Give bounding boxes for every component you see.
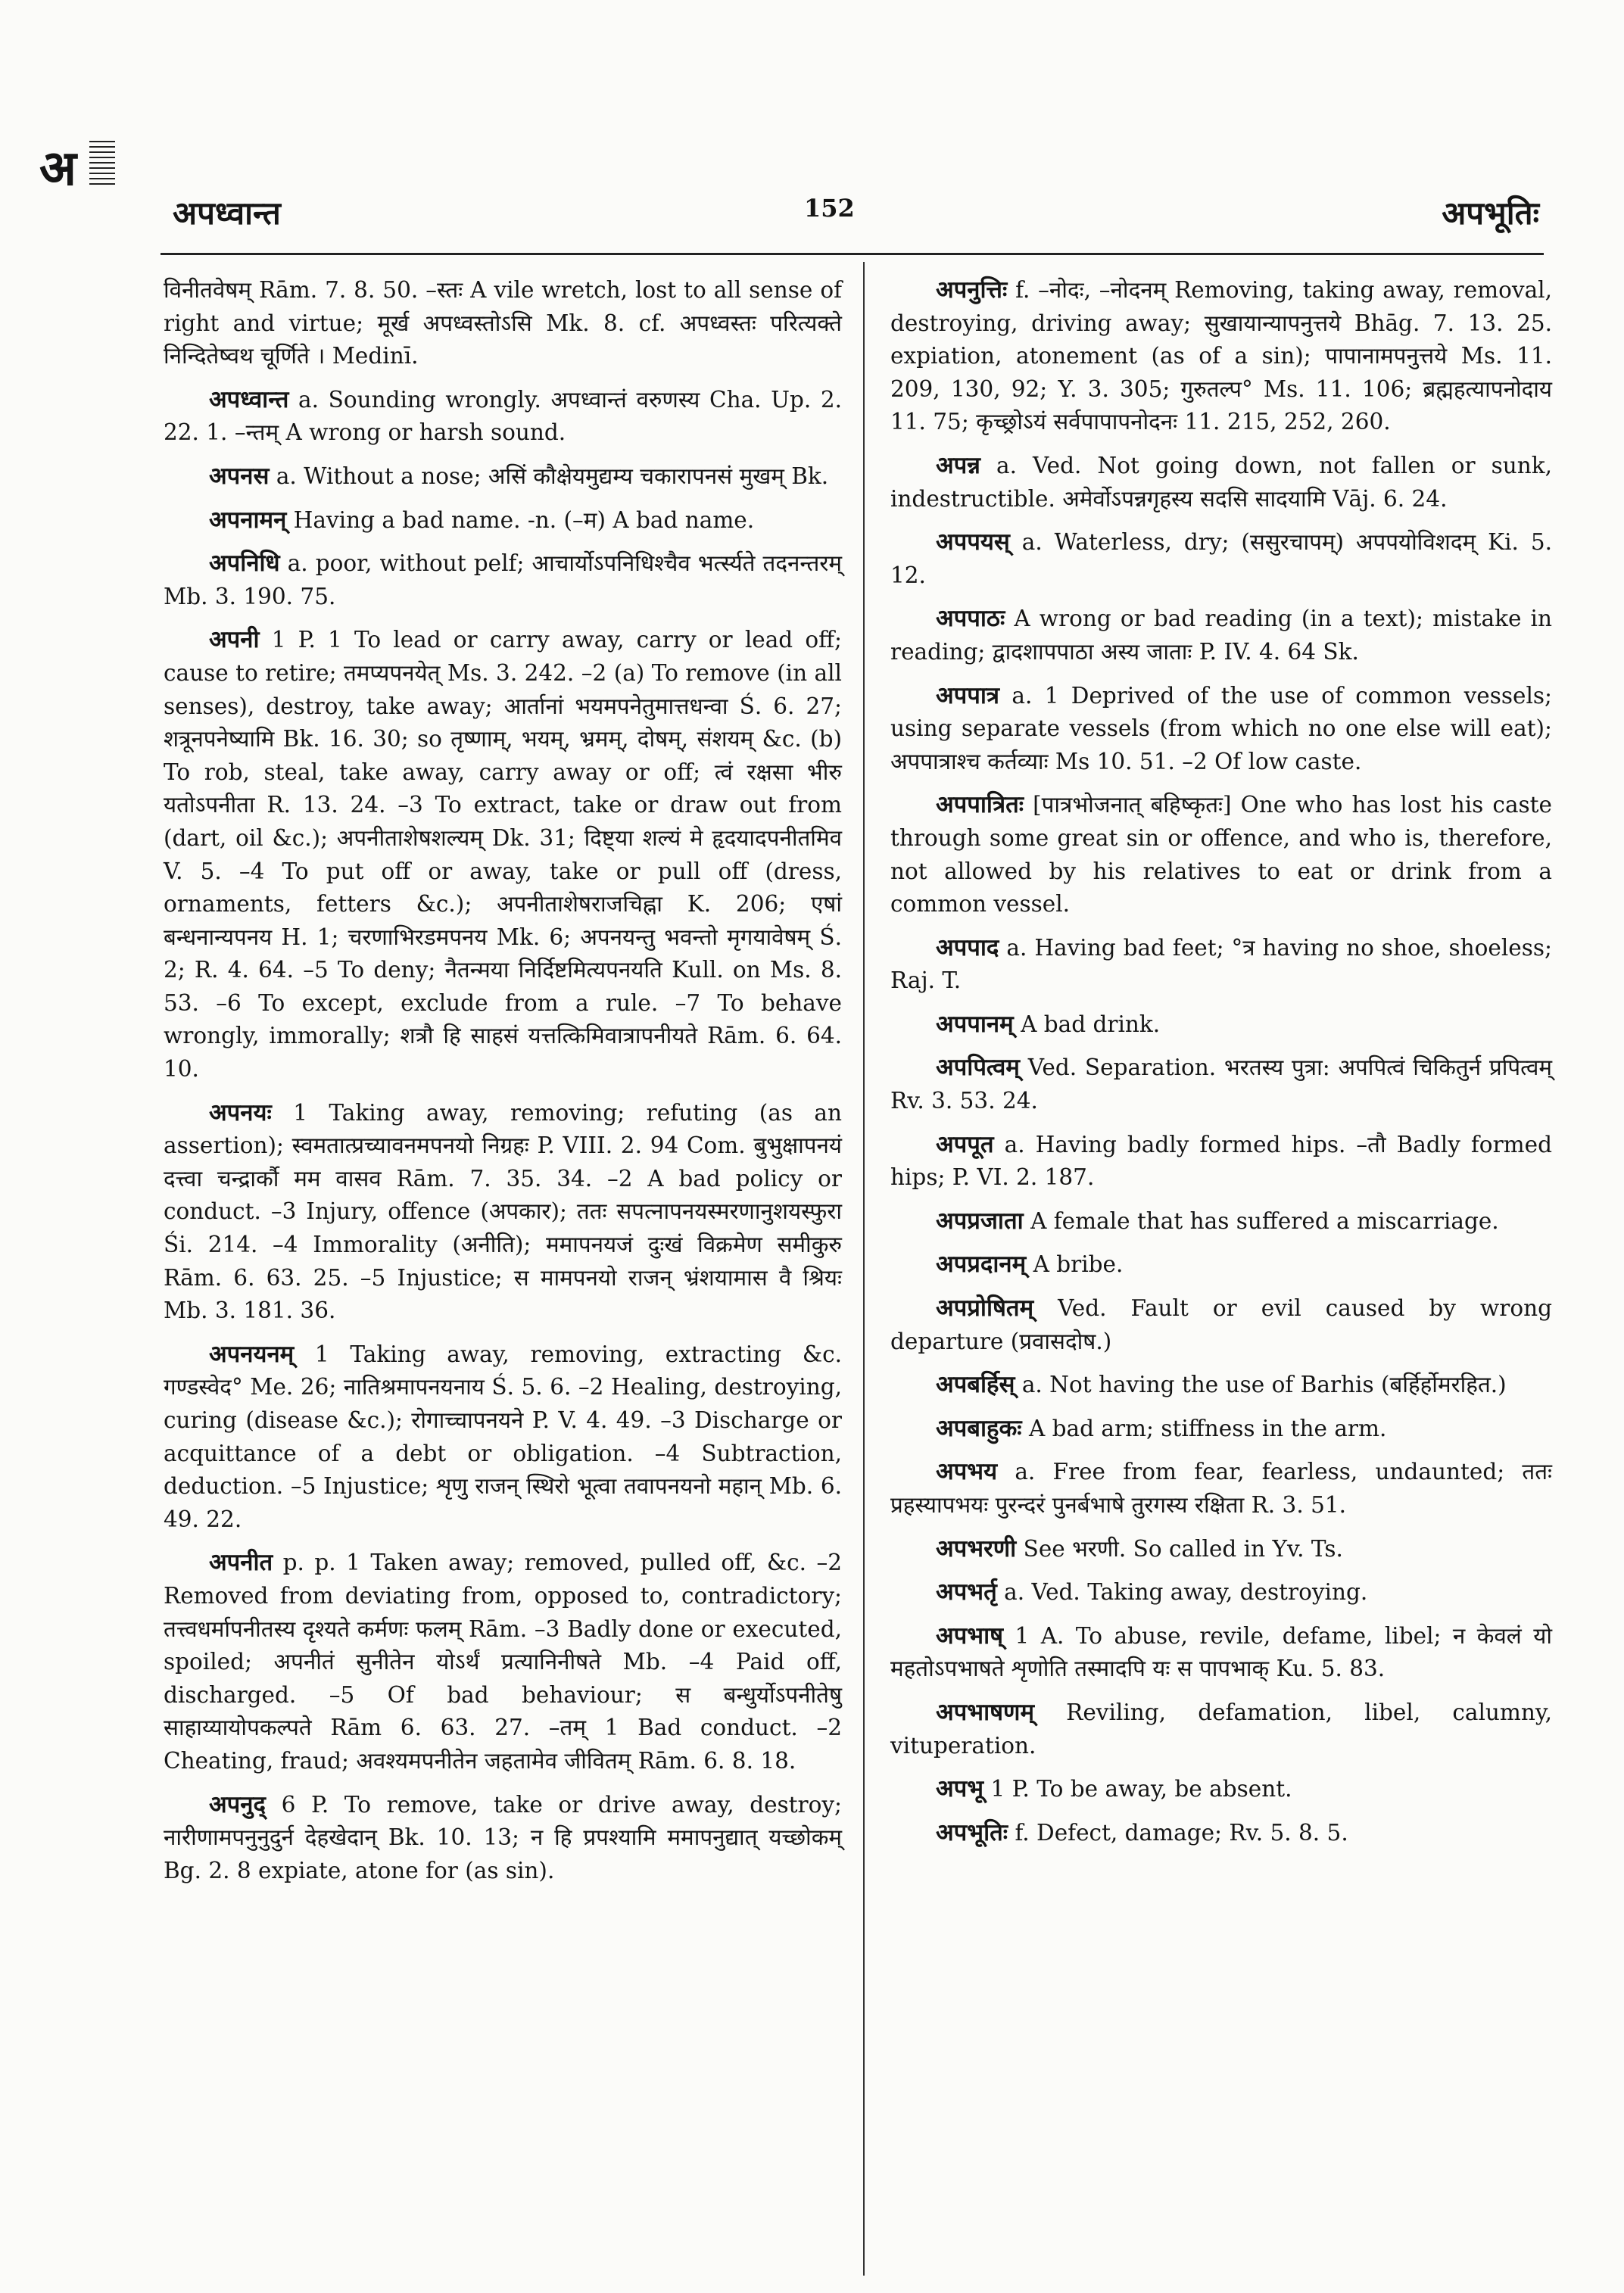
entry-headword: अपनस bbox=[209, 462, 270, 490]
entry-headword: अपभूतिः bbox=[936, 1818, 1008, 1846]
entry-definition: Ved. Separation. भरतस्य पुत्रा: अपपित्वं चिकितुर्न प्रपित्वम् Rv. 3. 53. 24. bbox=[890, 1055, 1552, 1114]
entry-definition: a. Having badly formed hips. –तौ Badly formed hips; P. VI. 2. 187. bbox=[890, 1131, 1552, 1191]
entry-headword: अपनी bbox=[209, 626, 260, 654]
dictionary-entry bbox=[164, 547, 842, 613]
dictionary-entry bbox=[890, 450, 1552, 516]
thumb-index-letter: अ bbox=[39, 140, 76, 197]
entry-definition: [पात्रभोजनात् बहिष्कृतः] One who has lost his caste through some great sin or offence, and who is, therefore, not allowed by his relatives to eat or drink from a common vessel. bbox=[890, 792, 1552, 918]
entry-headword: अपपित्वम् bbox=[936, 1054, 1020, 1082]
entry-headword: अपन्न bbox=[936, 451, 980, 479]
entry-headword: अपभर्तृ bbox=[936, 1578, 997, 1606]
entry-definition: a. Having bad feet; °त्र having no shoe, shoeless; Raj. T. bbox=[890, 934, 1552, 994]
dictionary-entry bbox=[890, 1413, 1552, 1446]
entry-headword: अपप्रोषितम् bbox=[936, 1294, 1034, 1323]
entry-headword: अपध्वान्त bbox=[209, 385, 289, 413]
entry-definition: A wrong or bad reading (in a text); mistake in reading; द्वादशापपाठा अस्य जाताः P. IV. 4. 64 Sk. bbox=[890, 606, 1552, 665]
entry-headword: अपभरणी bbox=[936, 1534, 1017, 1562]
dictionary-entry bbox=[164, 1338, 842, 1537]
entry-headword: अपनयः bbox=[209, 1098, 272, 1126]
dictionary-entry bbox=[890, 1129, 1552, 1195]
entry-headword: अपपात्रितः bbox=[936, 791, 1024, 819]
entry-definition: a. Waterless, dry; (ससुरचापम्) अपपयोविशदम् Ki. 5. 12. bbox=[890, 529, 1552, 588]
dictionary-entry bbox=[890, 1008, 1552, 1042]
entry-definition: A bad arm; stiffness in the arm. bbox=[1028, 1415, 1387, 1441]
dictionary-entry bbox=[890, 789, 1552, 921]
dictionary-entry bbox=[890, 1817, 1552, 1850]
dictionary-entry bbox=[890, 1292, 1552, 1358]
entry-headword: अपबाहुकः bbox=[936, 1414, 1022, 1442]
page-number: 152 bbox=[804, 194, 855, 223]
entry-definition: Reviling, defamation, libel, calumny, vituperation. bbox=[890, 1699, 1552, 1759]
dictionary-entry bbox=[890, 1620, 1552, 1686]
entry-headword: अपनयनम् bbox=[209, 1340, 295, 1368]
entry-definition: 1 Taking away, removing; refuting (as an assertion); स्वमतात्प्रच्यावनमपनयो निग्रहः P. VIII. 2. 94 Com. बुभुक्षापनयं दत्त्वा चन्द्रार्कौ मम वासव Rām. 7. 35. 34. –2 A bad policy or conduct. –3 Injury, offence (अपकार); ततः सपत्नापनयस्मरणानुशयस्फुरा Śi. 214. –4 Immorality (अनीति); ममापनयजं दुःखं विक्रमेण समीकुरु Rām. 6. 63. 25. –5 Injustice; स मामपनयो राजन् भ्रंशयामास वै श्रियः Mb. 3. 181. 36. bbox=[164, 1099, 842, 1324]
entry-headword: अपनामन् bbox=[209, 506, 287, 534]
column-divider bbox=[863, 262, 865, 2276]
entry-definition: a. Ved. Taking away, destroying. bbox=[1004, 1579, 1368, 1606]
entry-definition: p. p. 1 Taken away; removed, pulled off, &c. –2 Removed from deviating from, opposed to, contradictory; तत्त्वधर्मापनीतस्य दृश्यते कर्मणः फलम् Rām. –3 Badly done or executed, spoiled; अपनीतं सुनीतेन योऽर्थं प्रत्यानिनीषते Mb. –4 Paid off, discharged. –5 Of bad behaviour; स बन्धुर्योऽपनीतेषु साहाय्यायोपकल्पते Rām 6. 63. 27. –तम् 1 Bad conduct. –2 Cheating, fraud; अवश्यमपनीतेन जहतामेव जीवितम् Rām. 6. 8. 18. bbox=[164, 1550, 842, 1774]
dictionary-entry bbox=[890, 1051, 1552, 1117]
dictionary-entry bbox=[890, 1248, 1552, 1282]
entry-headword: अपपानम् bbox=[936, 1010, 1014, 1038]
entry-definition: f. Defect, damage; Rv. 5. 8. 5. bbox=[1015, 1819, 1348, 1846]
entry-definition: a. Without a nose; असिं कौक्षेयमुद्यम्य चकारापनसं मुखम् Bk. bbox=[276, 463, 829, 489]
entry-definition: Ved. Fault or evil caused by wrong departure (प्रवासदोष.) bbox=[890, 1295, 1552, 1354]
entry-headword: अपनिधि bbox=[209, 550, 280, 578]
dictionary-entry bbox=[164, 460, 842, 494]
entry-definition: 6 P. To remove, take or drive away, destroy; नारीणामपनुनुदुर्न देहखेदान् Bk. 10. 13; न हि प्रपश्यामि ममापनुद्यात् यच्छोकम् Bg. 2. 8 expiate, atone for (as sin). bbox=[164, 1791, 842, 1883]
dictionary-entry bbox=[164, 504, 842, 537]
entry-headword: अपपूत bbox=[936, 1130, 994, 1158]
dictionary-entry bbox=[164, 1547, 842, 1777]
dictionary-entry bbox=[164, 384, 842, 450]
entry-headword: अपपाद bbox=[936, 933, 999, 961]
entry-headword: अपभू bbox=[936, 1775, 984, 1803]
left-running-headword: अपध्वान्त bbox=[173, 195, 281, 232]
dictionary-entry bbox=[890, 680, 1552, 779]
entry-definition: A bribe. bbox=[1033, 1251, 1124, 1278]
dictionary-entry bbox=[890, 1696, 1552, 1762]
left-column bbox=[164, 274, 842, 1887]
dictionary-entry bbox=[890, 1533, 1552, 1566]
entry-definition: A female that has suffered a miscarriage. bbox=[1030, 1207, 1499, 1234]
entry-definition: See भरणी. So called in Yv. Ts. bbox=[1023, 1535, 1343, 1562]
dictionary-entry bbox=[890, 932, 1552, 998]
dictionary-entry bbox=[890, 1576, 1552, 1609]
entry-headword: अपपयस् bbox=[936, 528, 1010, 556]
entry-definition: a. poor, without pelf; आचार्योऽपनिधिश्चैव भर्त्स्यते तदनन्तरम् Mb. 3. 190. 75. bbox=[164, 550, 842, 609]
dictionary-entry bbox=[890, 274, 1552, 439]
entry-definition: Having a bad name. -n. (–म) A bad name. bbox=[293, 506, 755, 533]
dictionary-entry bbox=[890, 526, 1552, 592]
entry-headword: अपबर्हिस् bbox=[936, 1371, 1015, 1399]
entry-headword: अपप्रदानम् bbox=[936, 1251, 1027, 1279]
dictionary-entry bbox=[890, 603, 1552, 668]
dictionary-entry bbox=[164, 274, 842, 373]
entry-headword: अपभाष् bbox=[936, 1622, 1004, 1650]
entry-definition: a. Ved. Not going down, not fallen or sunk, indestructible. अमेर्वोऽपन्नगृहस्य सदसि सादयामि Vāj. 6. 24. bbox=[890, 452, 1552, 512]
dictionary-entry bbox=[890, 1456, 1552, 1522]
entry-definition: विनीतवेषम् Rām. 7. 8. 50. –स्तः A vile wretch, lost to all sense of right and virtue; मूर्ख अपध्वस्तोऽसि Mk. 8. cf. अपध्वस्तः परित्यक्ते निन्दितेष्वथ चूर्णिते । Medinī. bbox=[164, 277, 842, 369]
dictionary-entry bbox=[890, 1773, 1552, 1806]
entry-definition: a. Free from fear, fearless, undaunted; ततः प्रहस्यापभयः पुरन्दरं पुनर्बभाषे तुरगस्य रक्षिता R. 3. 51. bbox=[890, 1459, 1552, 1518]
dictionary-entry bbox=[890, 1369, 1552, 1402]
dictionary-entry bbox=[164, 1789, 842, 1888]
entry-headword: अपनुद् bbox=[209, 1790, 266, 1818]
dictionary-entry bbox=[164, 624, 842, 1086]
right-running-headword: अपभूतिः bbox=[1442, 195, 1539, 232]
entry-headword: अपनीत bbox=[209, 1549, 273, 1577]
right-column bbox=[890, 274, 1552, 1849]
entry-headword: अपप्रजाता bbox=[936, 1207, 1024, 1235]
entry-definition: a. Not having the use of Barhis (बर्हिर्होमरहित.) bbox=[1021, 1372, 1507, 1398]
entry-definition: 1 P. To be away, be absent. bbox=[990, 1776, 1292, 1802]
dictionary-entry bbox=[890, 1205, 1552, 1238]
entry-headword: अपपात्र bbox=[936, 681, 1000, 709]
entry-definition: 1 A. To abuse, revile, defame, libel; न केवलं यो महतोऽपभाषते शृणोति तस्मादपि यः स पापभाक् Ku. 5. 83. bbox=[890, 1622, 1552, 1682]
entry-definition: f. –नोदः, –नोदनम् Removing, taking away, removal, destroying, driving away; सुखायान्यापनुत्तये Bhāg. 7. 13. 25. expiation, atonement (as of a sin); पापानामपनुत्तये Ms. 11. 209, 130, 92; Y. 3. 305; गुरुतल्प° Ms. 11. 106; ब्रह्महत्यापनोदाय 11. 75; कृच्छ्रोऽयं सर्वपापापनोदनः 11. 215, 252, 260. bbox=[890, 277, 1552, 435]
header-rule bbox=[161, 253, 1544, 255]
entry-definition: a. 1 Deprived of the use of common vessels; using separate vessels (from which no one else will eat); अपपात्राश्च कर्तव्याः Ms 10. 51. –2 Of low caste. bbox=[890, 682, 1552, 774]
entry-definition: a. Sounding wrongly. अपध्वान्तं वरुणस्य Cha. Up. 2. 22. 1. –न्तम् A wrong or harsh sound. bbox=[164, 386, 842, 446]
thumb-index-marks bbox=[89, 141, 115, 186]
dictionary-entry bbox=[164, 1097, 842, 1328]
entry-headword: अपनुत्तिः bbox=[936, 276, 1008, 304]
entry-definition: A bad drink. bbox=[1021, 1011, 1161, 1037]
entry-definition: 1 Taking away, removing, extracting &c. गण्डस्वेद° Me. 26; नातिश्रमापनयनाय Ś. 5. 6. –2 Healing, destroying, curing (disease &c.); रोगाच्चापनयने P. V. 4. 49. –3 Discharge or acquittance of a debt or obligation. –4 Subtraction, deduction. –5 Injustice; शृणु राजन् स्थिरो भूत्वा तवापनयनो महान् Mb. 6. 49. 22. bbox=[164, 1341, 842, 1532]
entry-definition: 1 P. 1 To lead or carry away, carry or lead off; cause to retire; तमप्यपनयेत् Ms. 3. 242. –2 (a) To remove (in all senses), destroy, take away; आर्तानां भयमपनेतुमात्तधन्वा Ś. 6. 27; शत्रूनपनेष्यामि Bk. 16. 30; so तृष्णाम्, भयम्, भ्रमम्, दोषम्, संशयम् &c. (b) To rob, steal, take away, carry away or off; त्वं रक्षसा भीरु यतोऽपनीता R. 13. 24. –3 To extract, take or draw out from (dart, oil &c.); अपनीताशेषशल्यम् Dk. 31; दिष्ट्या शल्यं मे हृदयादपनीतमिव V. 5. –4 To put off or away, take or pull off (dress, ornaments, fetters &c.); अपनीताशेषराजचिह्ना K. 206; एषां बन्धनान्यपनय H. 1; चरणाभिरडमपनय Mk. 6; अपनयन्तु भवन्तो मृगयावेषम् Ś. 2; R. 4. 64. –5 To deny; नैतन्मया निर्दिष्टमित्यपनयति Kull. on Ms. 8. 53. –6 To except, exclude from a rule. –7 To behave wrongly, immorally; शत्रौ हि साहसं यत्तत्किमिवात्रापनीयते Rām. 6. 64. 10. bbox=[164, 627, 842, 1083]
entry-headword: अपभय bbox=[936, 1458, 998, 1486]
entry-headword: अपपाठः bbox=[936, 605, 1005, 633]
entry-headword: अपभाषणम् bbox=[936, 1698, 1034, 1726]
